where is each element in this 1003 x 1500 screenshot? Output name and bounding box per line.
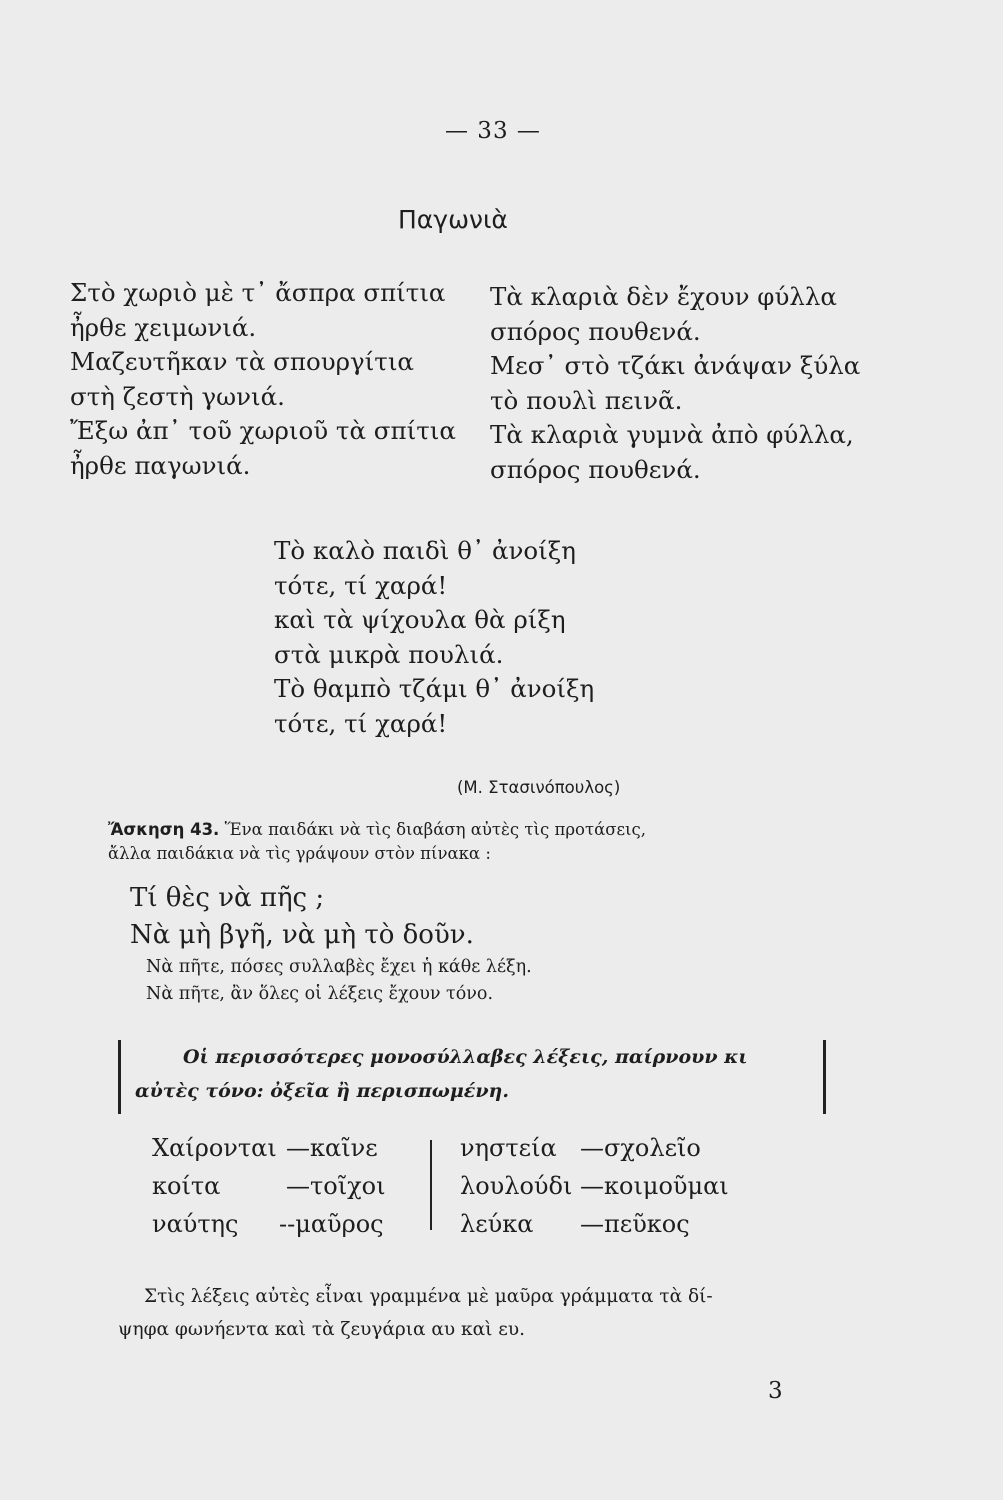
word-example: —σχολεῖο bbox=[580, 1134, 701, 1162]
poem-line: Μαζευτῆκαν τὰ σπουργίτια bbox=[70, 347, 414, 377]
poem-line: Στὸ χωριὸ μὲ τ᾽ ἄσπρα σπίτια bbox=[70, 278, 446, 307]
word-example: λεύκα bbox=[460, 1210, 534, 1238]
exercise-block bbox=[108, 818, 646, 1008]
page-number: — 33 — bbox=[445, 118, 541, 144]
signature-number: 3 bbox=[768, 1378, 783, 1404]
rule-line: αὐτὲς τόνο: ὀξεῖα ἢ περισπωμένη. bbox=[135, 1080, 509, 1102]
poem-line: σπόρος πουθενά. bbox=[490, 454, 701, 484]
word-example: —κοιμοῦμαι bbox=[580, 1172, 729, 1200]
exercise-instruction: Νὰ πῆτε, ἂν ὅλες οἱ λέξεις ἔχουν τόνο. bbox=[146, 984, 494, 1004]
poem-title: Παγωνιὰ bbox=[398, 205, 508, 234]
poem-line: Τὰ κλαριὰ γυμνὰ ἀπὸ φύλλα, bbox=[490, 420, 854, 450]
rule-box bbox=[118, 1040, 826, 1114]
exercise-instruction: Νὰ πῆτε, πόσες συλλαβὲς ἔχει ἡ κάθε λέξη. bbox=[146, 957, 532, 977]
poem-line: ἦρθε παγωνιά. bbox=[70, 450, 251, 480]
exercise-question: Τί θὲς νὰ πῆς ; bbox=[130, 883, 325, 913]
right-stanza bbox=[490, 280, 860, 488]
poem-author: (Μ. Στασινόπουλος) bbox=[457, 778, 621, 797]
poem-line: στὰ μικρὰ πουλιά. bbox=[274, 639, 504, 669]
word-example: —καῖνε bbox=[286, 1134, 378, 1162]
poem-line: σπόρος πουθενά. bbox=[490, 316, 701, 346]
poem-line: τὸ πουλὶ πεινᾶ. bbox=[490, 385, 683, 415]
rule-line: Οἱ περισσότερες μονοσύλλαβες λέξεις, παίρνουν κι bbox=[183, 1046, 748, 1068]
poem-line: Τὰ κλαριὰ δὲν ἔχουν φύλλα bbox=[490, 282, 837, 311]
exercise-question: Νὰ μὴ βγῆ, νὰ μὴ τὸ δοῦν. bbox=[130, 920, 474, 950]
poem-line: τότε, τί χαρά! bbox=[274, 570, 448, 600]
poem-line: Τὸ θαμπὸ τζάμι θ᾽ ἀνοίξη bbox=[274, 674, 595, 704]
word-example: κοίτα bbox=[152, 1172, 221, 1200]
exercise-label: Ἄσκηση 43. bbox=[108, 820, 220, 839]
poem-line: τότε, τί χαρά! bbox=[274, 708, 448, 738]
word-example: ναύτης bbox=[152, 1210, 239, 1238]
word-example: —τοῖχοι bbox=[286, 1172, 386, 1200]
center-stanza bbox=[274, 534, 594, 742]
exercise-text: ἄλλα παιδάκια νὰ τὶς γράψουν στὸν πίνακα : bbox=[108, 844, 491, 863]
note-line: ψηφα φωνήεντα καὶ τὰ ζευγάρια αυ καὶ ευ. bbox=[118, 1319, 525, 1340]
poem-line: Ἔξω ἀπ᾽ τοῦ χωριοῦ τὰ σπίτια bbox=[70, 416, 456, 446]
word-example: --μαῦρος bbox=[279, 1210, 384, 1238]
poem-line: καὶ τὰ ψίχουλα θὰ ρίξη bbox=[274, 605, 566, 635]
left-stanza bbox=[70, 276, 456, 484]
word-example: λουλούδι bbox=[460, 1172, 573, 1200]
word-example: Χαίρονται bbox=[152, 1134, 277, 1162]
poem-line: Τὸ καλὸ παιδὶ θ᾽ ἀνοίξη bbox=[274, 536, 576, 565]
poem-line: Μεσ᾽ στὸ τζάκι ἀνάψαν ξύλα bbox=[490, 351, 861, 381]
column-divider bbox=[430, 1140, 432, 1230]
word-example: νηστεία bbox=[460, 1134, 557, 1162]
exercise-text: Ἕνα παιδάκι νὰ τὶς διαβάση αὐτὲς τὶς προτάσεις, bbox=[224, 820, 646, 839]
poem-line: ἦρθε χειμωνιά. bbox=[70, 312, 257, 342]
word-example: —πεῦκος bbox=[580, 1210, 690, 1238]
note-block bbox=[118, 1280, 713, 1346]
poem-line: στὴ ζεστὴ γωνιά. bbox=[70, 381, 285, 411]
note-line: Στὶς λέξεις αὐτὲς εἶναι γραμμένα μὲ μαῦρα γράμματα τὰ δί- bbox=[144, 1286, 713, 1307]
